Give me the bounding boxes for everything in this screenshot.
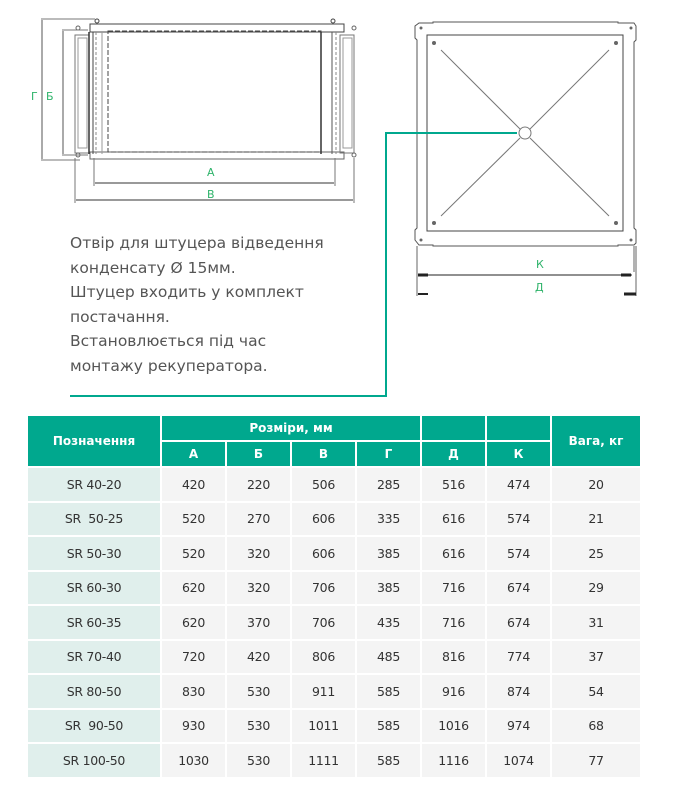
cell-d: 816 (422, 641, 485, 674)
header-dimensions-group: Розміри, мм (162, 416, 420, 440)
cell-d: 1016 (422, 710, 485, 743)
cell-k: 574 (487, 503, 550, 536)
cell-v: 911 (292, 675, 355, 708)
cell-d: 1116 (422, 744, 485, 777)
dim-label-k: К (536, 258, 544, 271)
note-line: монтажу рекуператора. (70, 356, 268, 375)
cell-weight: 31 (552, 606, 640, 639)
cell-b: 530 (227, 675, 290, 708)
cell-weight: 77 (552, 744, 640, 777)
cell-a: 930 (162, 710, 225, 743)
cell-d: 716 (422, 606, 485, 639)
cell-a: 520 (162, 537, 225, 570)
cell-d: 916 (422, 675, 485, 708)
cell-weight: 20 (552, 468, 640, 501)
cell-v: 1011 (292, 710, 355, 743)
cell-designation: SR 50-30 (28, 537, 160, 570)
cell-b: 220 (227, 468, 290, 501)
cell-g: 285 (357, 468, 420, 501)
table-row (28, 503, 640, 536)
cell-designation: SR 40-20 (28, 468, 160, 501)
cell-weight: 29 (552, 572, 640, 605)
cell-designation: SR 70-40 (28, 641, 160, 674)
table-row (28, 572, 640, 605)
cell-b: 320 (227, 572, 290, 605)
cell-b: 530 (227, 710, 290, 743)
dim-label-d: Д (535, 281, 544, 294)
cell-g: 585 (357, 744, 420, 777)
cell-g: 385 (357, 537, 420, 570)
note-line: Штуцер входить у комплект (70, 283, 304, 301)
cell-g: 485 (357, 641, 420, 674)
cell-k: 774 (487, 641, 550, 674)
cell-k: 574 (487, 537, 550, 570)
cell-g: 335 (357, 503, 420, 536)
cell-v: 506 (292, 468, 355, 501)
cell-b: 270 (227, 503, 290, 536)
cell-a: 420 (162, 468, 225, 501)
cell-v: 1111 (292, 744, 355, 777)
table-row (28, 468, 640, 501)
cell-k: 674 (487, 606, 550, 639)
front-view-drawing (415, 22, 636, 296)
table-row (28, 641, 640, 674)
header-col-a: А (162, 442, 225, 466)
dim-label-v: В (207, 188, 215, 201)
cell-a: 1030 (162, 744, 225, 777)
header-weight: Вага, кг (552, 416, 640, 466)
cell-weight: 21 (552, 503, 640, 536)
drain-note (70, 231, 370, 378)
side-view-drawing (41, 19, 356, 203)
table-row (28, 744, 640, 777)
cell-weight: 25 (552, 537, 640, 570)
cell-weight: 68 (552, 710, 640, 743)
header-col-d: Д (422, 442, 485, 466)
cell-b: 320 (227, 537, 290, 570)
cell-v: 606 (292, 537, 355, 570)
cell-g: 385 (357, 572, 420, 605)
dim-label-a: А (207, 166, 215, 179)
table-row (28, 537, 640, 570)
dimensions-table (26, 414, 642, 779)
cell-b: 530 (227, 744, 290, 777)
note-line: Отвір для штуцера відведення (70, 234, 324, 252)
cell-designation: SR 60-35 (28, 606, 160, 639)
header-col-g: Г (357, 442, 420, 466)
header-designation: Позначення (28, 416, 160, 466)
table-row (28, 606, 640, 639)
cell-designation: SR 60-30 (28, 572, 160, 605)
cell-k: 474 (487, 468, 550, 501)
table-body (28, 468, 640, 777)
cell-v: 606 (292, 503, 355, 536)
header-empty (422, 416, 485, 440)
note-line: конденсату Ø 15мм. (70, 258, 236, 277)
cell-k: 674 (487, 572, 550, 605)
dim-label-b: Б (46, 90, 54, 103)
cell-designation: SR 80-50 (28, 675, 160, 708)
cell-g: 585 (357, 710, 420, 743)
cell-d: 616 (422, 503, 485, 536)
cell-d: 716 (422, 572, 485, 605)
cell-k: 974 (487, 710, 550, 743)
cell-g: 585 (357, 675, 420, 708)
drain-hole-icon (519, 127, 531, 139)
cell-b: 370 (227, 606, 290, 639)
cell-k: 1074 (487, 744, 550, 777)
cell-weight: 37 (552, 641, 640, 674)
cell-a: 620 (162, 572, 225, 605)
cell-designation: SR 90-50 (28, 710, 160, 743)
table-row (28, 675, 640, 708)
header-col-v: В (292, 442, 355, 466)
cell-v: 706 (292, 572, 355, 605)
cell-b: 420 (227, 641, 290, 674)
cell-v: 706 (292, 606, 355, 639)
note-line: Встановлюється під час (70, 332, 267, 350)
header-empty (487, 416, 550, 440)
cell-a: 830 (162, 675, 225, 708)
cell-k: 874 (487, 675, 550, 708)
header-col-b: Б (227, 442, 290, 466)
cell-designation: SR 100-50 (28, 744, 160, 777)
cell-d: 516 (422, 468, 485, 501)
cell-designation: SR 50-25 (28, 503, 160, 536)
table-row (28, 710, 640, 743)
cell-d: 616 (422, 537, 485, 570)
header-col-k: К (487, 442, 550, 466)
cell-weight: 54 (552, 675, 640, 708)
cell-a: 720 (162, 641, 225, 674)
note-line: постачання. (70, 307, 170, 326)
cell-a: 520 (162, 503, 225, 536)
cell-g: 435 (357, 606, 420, 639)
cell-a: 620 (162, 606, 225, 639)
cell-v: 806 (292, 641, 355, 674)
dim-label-g: Г (31, 90, 38, 103)
